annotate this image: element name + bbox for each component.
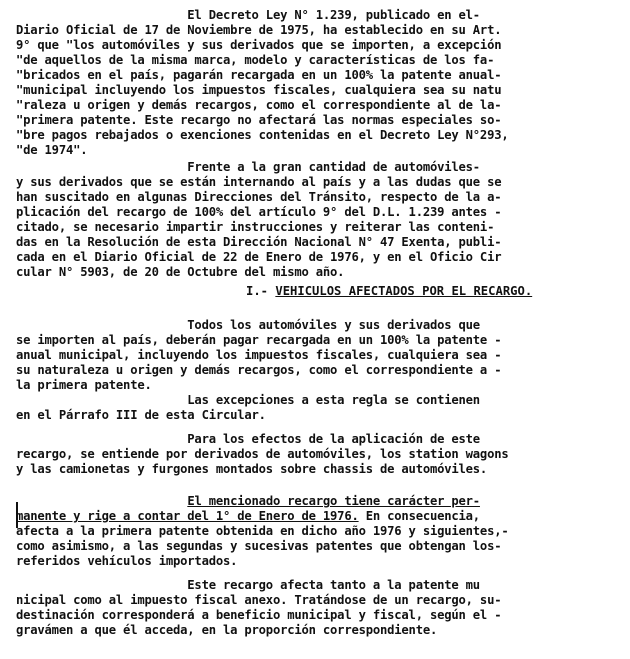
p5-line: recargo, se entiende por derivados de automóviles, los station wagons bbox=[16, 447, 509, 461]
p2-line: y sus derivados que se están internando al país y a las dudas que se bbox=[16, 175, 502, 189]
p6-line: afecta a la primera patente obtenida en dicho año 1976 y siguientes,- bbox=[16, 524, 509, 538]
p2-line: cular N° 5903, de 20 de Octubre del mismo año. bbox=[16, 265, 345, 279]
p5-line: y las camionetas y furgones montados sobre chassis de automóviles. bbox=[16, 462, 488, 476]
p3-line: anual municipal, incluyendo los impuestos fiscales, cualquiera sea - bbox=[16, 348, 502, 362]
p4-line: Las excepciones a esta regla se contienen bbox=[16, 393, 480, 407]
p3-line: su naturaleza u origen y demás recargos, como el correspondiente a - bbox=[16, 363, 502, 377]
p2-line: plicación del recargo de 100% del artículo 9° del D.L. 1.239 antes - bbox=[16, 205, 502, 219]
section-heading bbox=[246, 284, 532, 299]
p2-line: cada en el Diario Oficial de 22 de Enero de 1976, y en el Oficio Cir bbox=[16, 250, 502, 264]
p6-line: manente y rige a contar del 1° de Enero de 1976. En consecuencia, bbox=[16, 509, 480, 523]
p6-line: como asimismo, a las segundas y sucesivas patentes que obtengan los- bbox=[16, 539, 502, 553]
p6-line: referidos vehículos importados. bbox=[16, 554, 238, 568]
p1-line: Diario Oficial de 17 de Noviembre de 1975, ha establecido en su Art. bbox=[16, 23, 502, 37]
p1-line: "raleza u origen y demás recargos, como el correspondiente al de la- bbox=[16, 98, 502, 112]
p1-line: 9° que "los automóviles y sus derivados que se importen, a excepción bbox=[16, 38, 502, 52]
p2-line: Frente a la gran cantidad de automóviles- bbox=[16, 160, 480, 174]
p1-line: "bre pagos rebajados o exenciones contenidas en el Decreto Ley N°293, bbox=[16, 128, 509, 142]
p5-line: Para los efectos de la aplicación de este bbox=[16, 432, 480, 446]
p7-line: nicipal como al impuesto fiscal anexo. Tratándose de un recargo, su- bbox=[16, 593, 502, 607]
section-heading-text: VEHICULOS AFECTADOS POR EL RECARGO. bbox=[275, 284, 533, 298]
p6-line bbox=[16, 494, 614, 509]
p2-line: das en la Resolución de esta Dirección Nacional N° 47 Exenta, publi- bbox=[16, 235, 502, 249]
p4-line: en el Párrafo III de esta Circular. bbox=[16, 408, 266, 422]
p7-line: gravámen a que él acceda, en la proporción correspondiente. bbox=[16, 623, 438, 637]
section-heading-number: I.- bbox=[246, 284, 276, 298]
p1-line: "de 1974". bbox=[16, 143, 88, 157]
p3-line: la primera patente. bbox=[16, 378, 152, 392]
p2-line: citado, se necesario impartir instrucciones y reiterar las conteni- bbox=[16, 220, 495, 234]
p2-line: han suscitado en algunas Direcciones del Tránsito, respecto de la a- bbox=[16, 190, 502, 204]
p3-line: Todos los automóviles y sus derivados que bbox=[16, 318, 480, 332]
p1-line: "de aquellos de la misma marca, modelo y características de los fa- bbox=[16, 53, 495, 67]
p3-line: se importen al país, deberán pagar recargada en un 100% la patente - bbox=[16, 333, 502, 347]
p6-underlined: manente y rige a contar del 1° de Enero de 1976. bbox=[16, 509, 359, 523]
p7-line: Este recargo afecta tanto a la patente mu bbox=[16, 578, 480, 592]
p6-underlined: El mencionado recargo tiene carácter per- bbox=[187, 494, 480, 508]
p1-line: "bricados en el país, pagarán recargada en un 100% la patente anual- bbox=[16, 68, 502, 82]
p1-line: "municipal incluyendo los impuestos fiscales, cualquiera sea su natu bbox=[16, 83, 502, 97]
p1-line: "primera patente. Este recargo no afectará las normas especiales so- bbox=[16, 113, 502, 127]
p1-line: El Decreto Ley N° 1.239, publicado en el- bbox=[16, 8, 480, 22]
p7-line: destinación corresponderá a beneficio municipal y fiscal, según el - bbox=[16, 608, 502, 622]
